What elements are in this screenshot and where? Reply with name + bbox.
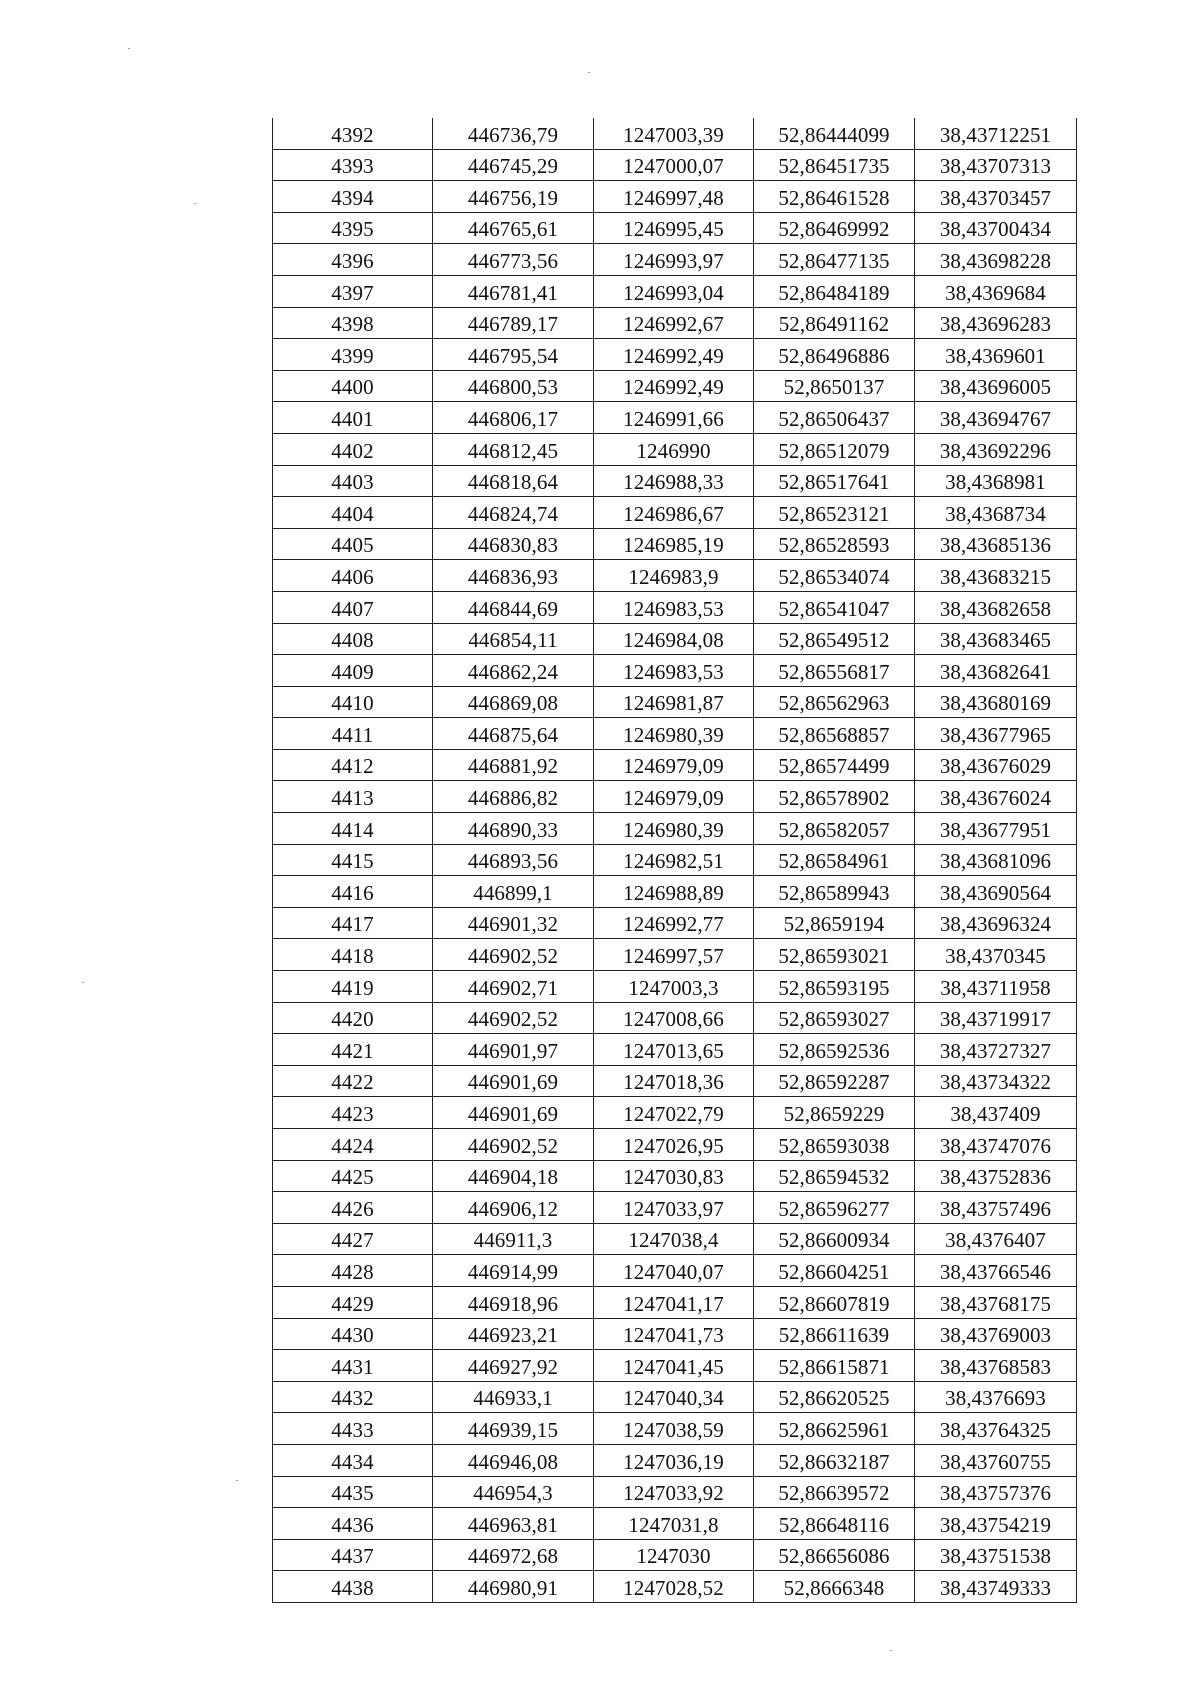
- longitude-cell: 38,43727327: [915, 1034, 1077, 1066]
- longitude-cell: 38,43734322: [915, 1065, 1077, 1097]
- longitude-cell: 38,4370345: [915, 939, 1077, 971]
- latitude-cell: 52,86620525: [754, 1381, 915, 1413]
- point-number-cell: 4401: [273, 402, 433, 434]
- longitude-cell: 38,43769003: [915, 1318, 1077, 1350]
- longitude-cell: 38,43696324: [915, 907, 1077, 939]
- longitude-cell: 38,43747076: [915, 1129, 1077, 1161]
- x-coordinate-cell: 446800,53: [433, 370, 594, 402]
- x-coordinate-cell: 446972,68: [433, 1539, 594, 1571]
- x-coordinate-cell: 446906,12: [433, 1192, 594, 1224]
- latitude-cell: 52,86625961: [754, 1413, 915, 1445]
- longitude-cell: 38,437409: [915, 1097, 1077, 1129]
- latitude-cell: 52,86594532: [754, 1160, 915, 1192]
- x-coordinate-cell: 446904,18: [433, 1160, 594, 1192]
- x-coordinate-cell: 446736,79: [433, 118, 594, 149]
- y-coordinate-cell: 1247028,52: [594, 1571, 754, 1603]
- y-coordinate-cell: 1247003,39: [594, 118, 754, 149]
- point-number-cell: 4400: [273, 370, 433, 402]
- table-row: [273, 1034, 1077, 1066]
- latitude-cell: 52,8650137: [754, 370, 915, 402]
- latitude-cell: 52,86593027: [754, 1002, 915, 1034]
- latitude-cell: 52,8666348: [754, 1571, 915, 1603]
- point-number-cell: 4423: [273, 1097, 433, 1129]
- y-coordinate-cell: 1247038,4: [594, 1223, 754, 1255]
- point-number-cell: 4438: [273, 1571, 433, 1603]
- y-coordinate-cell: 1247008,66: [594, 1002, 754, 1034]
- y-coordinate-cell: 1247000,07: [594, 149, 754, 181]
- y-coordinate-cell: 1246992,49: [594, 370, 754, 402]
- y-coordinate-cell: 1246984,08: [594, 623, 754, 655]
- latitude-cell: 52,86584961: [754, 844, 915, 876]
- y-coordinate-cell: 1246993,97: [594, 244, 754, 276]
- x-coordinate-cell: 446795,54: [433, 339, 594, 371]
- table-row: [273, 655, 1077, 687]
- latitude-cell: 52,86604251: [754, 1255, 915, 1287]
- y-coordinate-cell: 1247026,95: [594, 1129, 754, 1161]
- point-number-cell: 4431: [273, 1350, 433, 1382]
- longitude-cell: 38,43752836: [915, 1160, 1077, 1192]
- point-number-cell: 4398: [273, 307, 433, 339]
- longitude-cell: 38,43677965: [915, 718, 1077, 750]
- latitude-cell: 52,86611639: [754, 1318, 915, 1350]
- point-number-cell: 4429: [273, 1286, 433, 1318]
- longitude-cell: 38,43685136: [915, 528, 1077, 560]
- table-row: [273, 907, 1077, 939]
- table-row: [273, 1002, 1077, 1034]
- latitude-cell: 52,86574499: [754, 749, 915, 781]
- point-number-cell: 4421: [273, 1034, 433, 1066]
- latitude-cell: 52,86639572: [754, 1476, 915, 1508]
- latitude-cell: 52,86477135: [754, 244, 915, 276]
- latitude-cell: 52,86556817: [754, 655, 915, 687]
- y-coordinate-cell: 1247033,97: [594, 1192, 754, 1224]
- table-row: [273, 939, 1077, 971]
- x-coordinate-cell: 446890,33: [433, 813, 594, 845]
- latitude-cell: 52,86592287: [754, 1065, 915, 1097]
- table-row: [273, 1286, 1077, 1318]
- y-coordinate-cell: 1246980,39: [594, 813, 754, 845]
- y-coordinate-cell: 1246991,66: [594, 402, 754, 434]
- x-coordinate-cell: 446781,41: [433, 275, 594, 307]
- table-row: [273, 370, 1077, 402]
- longitude-cell: 38,43698228: [915, 244, 1077, 276]
- table-row: [273, 749, 1077, 781]
- longitude-cell: 38,43764325: [915, 1413, 1077, 1445]
- point-number-cell: 4411: [273, 718, 433, 750]
- latitude-cell: 52,86512079: [754, 433, 915, 465]
- longitude-cell: 38,43696283: [915, 307, 1077, 339]
- longitude-cell: 38,4368734: [915, 497, 1077, 529]
- y-coordinate-cell: 1246992,49: [594, 339, 754, 371]
- table-row: [273, 149, 1077, 181]
- latitude-cell: 52,86596277: [754, 1192, 915, 1224]
- point-number-cell: 4409: [273, 655, 433, 687]
- table-row: [273, 339, 1077, 371]
- longitude-cell: 38,43751538: [915, 1539, 1077, 1571]
- longitude-cell: 38,43766546: [915, 1255, 1077, 1287]
- y-coordinate-cell: 1247041,73: [594, 1318, 754, 1350]
- y-coordinate-cell: 1246997,57: [594, 939, 754, 971]
- table-row: [273, 433, 1077, 465]
- point-number-cell: 4422: [273, 1065, 433, 1097]
- y-coordinate-cell: 1246992,77: [594, 907, 754, 939]
- y-coordinate-cell: 1246993,04: [594, 275, 754, 307]
- x-coordinate-cell: 446918,96: [433, 1286, 594, 1318]
- y-coordinate-cell: 1247036,19: [594, 1444, 754, 1476]
- longitude-cell: 38,43749333: [915, 1571, 1077, 1603]
- x-coordinate-cell: 446756,19: [433, 181, 594, 213]
- y-coordinate-cell: 1246979,09: [594, 749, 754, 781]
- point-number-cell: 4403: [273, 465, 433, 497]
- latitude-cell: 52,8659194: [754, 907, 915, 939]
- point-number-cell: 4405: [273, 528, 433, 560]
- latitude-cell: 52,86528593: [754, 528, 915, 560]
- scan-speck: [194, 203, 196, 204]
- table-row: [273, 307, 1077, 339]
- point-number-cell: 4404: [273, 497, 433, 529]
- point-number-cell: 4427: [273, 1223, 433, 1255]
- latitude-cell: 52,8659229: [754, 1097, 915, 1129]
- table-row: [273, 1318, 1077, 1350]
- longitude-cell: 38,4376693: [915, 1381, 1077, 1413]
- point-number-cell: 4420: [273, 1002, 433, 1034]
- point-number-cell: 4425: [273, 1160, 433, 1192]
- y-coordinate-cell: 1247033,92: [594, 1476, 754, 1508]
- x-coordinate-cell: 446901,69: [433, 1097, 594, 1129]
- x-coordinate-cell: 446836,93: [433, 560, 594, 592]
- table-row: [273, 844, 1077, 876]
- latitude-cell: 52,86562963: [754, 686, 915, 718]
- longitude-cell: 38,43683215: [915, 560, 1077, 592]
- table-row: [273, 1097, 1077, 1129]
- x-coordinate-cell: 446911,3: [433, 1223, 594, 1255]
- x-coordinate-cell: 446902,52: [433, 1129, 594, 1161]
- table-row: [273, 497, 1077, 529]
- x-coordinate-cell: 446862,24: [433, 655, 594, 687]
- latitude-cell: 52,86484189: [754, 275, 915, 307]
- latitude-cell: 52,86523121: [754, 497, 915, 529]
- x-coordinate-cell: 446954,3: [433, 1476, 594, 1508]
- x-coordinate-cell: 446901,97: [433, 1034, 594, 1066]
- y-coordinate-cell: 1246981,87: [594, 686, 754, 718]
- point-number-cell: 4424: [273, 1129, 433, 1161]
- table-row: [273, 1508, 1077, 1540]
- point-number-cell: 4434: [273, 1444, 433, 1476]
- longitude-cell: 38,43768175: [915, 1286, 1077, 1318]
- x-coordinate-cell: 446806,17: [433, 402, 594, 434]
- table-row: [273, 1413, 1077, 1445]
- x-coordinate-cell: 446980,91: [433, 1571, 594, 1603]
- x-coordinate-cell: 446818,64: [433, 465, 594, 497]
- y-coordinate-cell: 1246983,53: [594, 591, 754, 623]
- y-coordinate-cell: 1247040,34: [594, 1381, 754, 1413]
- longitude-cell: 38,43711958: [915, 971, 1077, 1003]
- x-coordinate-cell: 446854,11: [433, 623, 594, 655]
- longitude-cell: 38,43683465: [915, 623, 1077, 655]
- longitude-cell: 38,43768583: [915, 1350, 1077, 1382]
- longitude-cell: 38,43757376: [915, 1476, 1077, 1508]
- table-row: [273, 275, 1077, 307]
- longitude-cell: 38,43719917: [915, 1002, 1077, 1034]
- x-coordinate-cell: 446765,61: [433, 212, 594, 244]
- point-number-cell: 4408: [273, 623, 433, 655]
- x-coordinate-cell: 446773,56: [433, 244, 594, 276]
- longitude-cell: 38,43677951: [915, 813, 1077, 845]
- point-number-cell: 4426: [273, 1192, 433, 1224]
- table-row: [273, 528, 1077, 560]
- latitude-cell: 52,86593195: [754, 971, 915, 1003]
- y-coordinate-cell: 1246990: [594, 433, 754, 465]
- coordinates-table-body: [273, 118, 1077, 1602]
- x-coordinate-cell: 446899,1: [433, 876, 594, 908]
- point-number-cell: 4436: [273, 1508, 433, 1540]
- y-coordinate-cell: 1247022,79: [594, 1097, 754, 1129]
- table-row: [273, 1129, 1077, 1161]
- table-row: [273, 1444, 1077, 1476]
- x-coordinate-cell: 446812,45: [433, 433, 594, 465]
- latitude-cell: 52,86648116: [754, 1508, 915, 1540]
- longitude-cell: 38,4369601: [915, 339, 1077, 371]
- x-coordinate-cell: 446963,81: [433, 1508, 594, 1540]
- latitude-cell: 52,86469992: [754, 212, 915, 244]
- y-coordinate-cell: 1247031,8: [594, 1508, 754, 1540]
- scan-speck: [128, 48, 130, 49]
- latitude-cell: 52,86461528: [754, 181, 915, 213]
- y-coordinate-cell: 1247013,65: [594, 1034, 754, 1066]
- x-coordinate-cell: 446901,32: [433, 907, 594, 939]
- point-number-cell: 4399: [273, 339, 433, 371]
- point-number-cell: 4415: [273, 844, 433, 876]
- longitude-cell: 38,43694767: [915, 402, 1077, 434]
- table-row: [273, 1350, 1077, 1382]
- y-coordinate-cell: 1246982,51: [594, 844, 754, 876]
- table-row: [273, 1476, 1077, 1508]
- table-row: [273, 591, 1077, 623]
- latitude-cell: 52,86534074: [754, 560, 915, 592]
- latitude-cell: 52,86600934: [754, 1223, 915, 1255]
- x-coordinate-cell: 446881,92: [433, 749, 594, 781]
- longitude-cell: 38,43712251: [915, 118, 1077, 149]
- table-row: [273, 560, 1077, 592]
- table-row: [273, 1571, 1077, 1603]
- x-coordinate-cell: 446939,15: [433, 1413, 594, 1445]
- point-number-cell: 4412: [273, 749, 433, 781]
- table-row: [273, 686, 1077, 718]
- x-coordinate-cell: 446824,74: [433, 497, 594, 529]
- latitude-cell: 52,86506437: [754, 402, 915, 434]
- longitude-cell: 38,43757496: [915, 1192, 1077, 1224]
- scan-speck: [890, 1650, 892, 1651]
- y-coordinate-cell: 1246995,45: [594, 212, 754, 244]
- latitude-cell: 52,86582057: [754, 813, 915, 845]
- x-coordinate-cell: 446869,08: [433, 686, 594, 718]
- longitude-cell: 38,43703457: [915, 181, 1077, 213]
- longitude-cell: 38,43680169: [915, 686, 1077, 718]
- latitude-cell: 52,86491162: [754, 307, 915, 339]
- x-coordinate-cell: 446914,99: [433, 1255, 594, 1287]
- latitude-cell: 52,86549512: [754, 623, 915, 655]
- longitude-cell: 38,43700434: [915, 212, 1077, 244]
- table-row: [273, 623, 1077, 655]
- y-coordinate-cell: 1246980,39: [594, 718, 754, 750]
- table-row: [273, 813, 1077, 845]
- longitude-cell: 38,43681096: [915, 844, 1077, 876]
- longitude-cell: 38,43676029: [915, 749, 1077, 781]
- y-coordinate-cell: 1246979,09: [594, 781, 754, 813]
- point-number-cell: 4428: [273, 1255, 433, 1287]
- latitude-cell: 52,86615871: [754, 1350, 915, 1382]
- point-number-cell: 4414: [273, 813, 433, 845]
- y-coordinate-cell: 1247041,17: [594, 1286, 754, 1318]
- point-number-cell: 4432: [273, 1381, 433, 1413]
- table-row: [273, 244, 1077, 276]
- latitude-cell: 52,86589943: [754, 876, 915, 908]
- x-coordinate-cell: 446886,82: [433, 781, 594, 813]
- point-number-cell: 4417: [273, 907, 433, 939]
- x-coordinate-cell: 446902,52: [433, 939, 594, 971]
- point-number-cell: 4410: [273, 686, 433, 718]
- table-row: [273, 1065, 1077, 1097]
- latitude-cell: 52,86517641: [754, 465, 915, 497]
- longitude-cell: 38,43754219: [915, 1508, 1077, 1540]
- longitude-cell: 38,43682658: [915, 591, 1077, 623]
- y-coordinate-cell: 1246983,53: [594, 655, 754, 687]
- x-coordinate-cell: 446901,69: [433, 1065, 594, 1097]
- y-coordinate-cell: 1246988,33: [594, 465, 754, 497]
- y-coordinate-cell: 1246997,48: [594, 181, 754, 213]
- longitude-cell: 38,4369684: [915, 275, 1077, 307]
- point-number-cell: 4395: [273, 212, 433, 244]
- y-coordinate-cell: 1246992,67: [594, 307, 754, 339]
- table-row: [273, 718, 1077, 750]
- point-number-cell: 4402: [273, 433, 433, 465]
- table-row: [273, 1160, 1077, 1192]
- table-row: [273, 212, 1077, 244]
- y-coordinate-cell: 1247040,07: [594, 1255, 754, 1287]
- y-coordinate-cell: 1247018,36: [594, 1065, 754, 1097]
- y-coordinate-cell: 1246986,67: [594, 497, 754, 529]
- latitude-cell: 52,86496886: [754, 339, 915, 371]
- scan-speck: [236, 1480, 238, 1481]
- point-number-cell: 4433: [273, 1413, 433, 1445]
- table-row: [273, 781, 1077, 813]
- point-number-cell: 4437: [273, 1539, 433, 1571]
- point-number-cell: 4397: [273, 275, 433, 307]
- table-row: [273, 465, 1077, 497]
- x-coordinate-cell: 446830,83: [433, 528, 594, 560]
- scan-speck: [82, 982, 84, 983]
- y-coordinate-cell: 1247041,45: [594, 1350, 754, 1382]
- latitude-cell: 52,86568857: [754, 718, 915, 750]
- latitude-cell: 52,86593038: [754, 1129, 915, 1161]
- point-number-cell: 4393: [273, 149, 433, 181]
- longitude-cell: 38,43696005: [915, 370, 1077, 402]
- table-row: [273, 876, 1077, 908]
- longitude-cell: 38,43682641: [915, 655, 1077, 687]
- y-coordinate-cell: 1247038,59: [594, 1413, 754, 1445]
- table-row: [273, 971, 1077, 1003]
- table-row: [273, 181, 1077, 213]
- longitude-cell: 38,43760755: [915, 1444, 1077, 1476]
- table-row: [273, 118, 1077, 149]
- y-coordinate-cell: 1246988,89: [594, 876, 754, 908]
- x-coordinate-cell: 446844,69: [433, 591, 594, 623]
- point-number-cell: 4407: [273, 591, 433, 623]
- table-row: [273, 1255, 1077, 1287]
- point-number-cell: 4406: [273, 560, 433, 592]
- point-number-cell: 4416: [273, 876, 433, 908]
- point-number-cell: 4396: [273, 244, 433, 276]
- longitude-cell: 38,4368981: [915, 465, 1077, 497]
- longitude-cell: 38,43676024: [915, 781, 1077, 813]
- x-coordinate-cell: 446927,92: [433, 1350, 594, 1382]
- point-number-cell: 4413: [273, 781, 433, 813]
- x-coordinate-cell: 446902,71: [433, 971, 594, 1003]
- table-row: [273, 402, 1077, 434]
- x-coordinate-cell: 446933,1: [433, 1381, 594, 1413]
- table-row: [273, 1381, 1077, 1413]
- coordinates-table: [272, 118, 1077, 1603]
- latitude-cell: 52,86451735: [754, 149, 915, 181]
- x-coordinate-cell: 446923,21: [433, 1318, 594, 1350]
- x-coordinate-cell: 446745,29: [433, 149, 594, 181]
- latitude-cell: 52,86578902: [754, 781, 915, 813]
- longitude-cell: 38,4376407: [915, 1223, 1077, 1255]
- x-coordinate-cell: 446946,08: [433, 1444, 594, 1476]
- latitude-cell: 52,86656086: [754, 1539, 915, 1571]
- point-number-cell: 4435: [273, 1476, 433, 1508]
- y-coordinate-cell: 1247030,83: [594, 1160, 754, 1192]
- y-coordinate-cell: 1247003,3: [594, 971, 754, 1003]
- y-coordinate-cell: 1246983,9: [594, 560, 754, 592]
- point-number-cell: 4418: [273, 939, 433, 971]
- point-number-cell: 4430: [273, 1318, 433, 1350]
- scan-speck: [588, 72, 590, 73]
- latitude-cell: 52,86541047: [754, 591, 915, 623]
- point-number-cell: 4419: [273, 971, 433, 1003]
- longitude-cell: 38,43690564: [915, 876, 1077, 908]
- point-number-cell: 4392: [273, 118, 433, 149]
- x-coordinate-cell: 446902,52: [433, 1002, 594, 1034]
- x-coordinate-cell: 446875,64: [433, 718, 594, 750]
- y-coordinate-cell: 1246985,19: [594, 528, 754, 560]
- table-row: [273, 1223, 1077, 1255]
- longitude-cell: 38,43692296: [915, 433, 1077, 465]
- x-coordinate-cell: 446893,56: [433, 844, 594, 876]
- latitude-cell: 52,86444099: [754, 118, 915, 149]
- latitude-cell: 52,86632187: [754, 1444, 915, 1476]
- latitude-cell: 52,86607819: [754, 1286, 915, 1318]
- table-row: [273, 1192, 1077, 1224]
- latitude-cell: 52,86592536: [754, 1034, 915, 1066]
- point-number-cell: 4394: [273, 181, 433, 213]
- y-coordinate-cell: 1247030: [594, 1539, 754, 1571]
- longitude-cell: 38,43707313: [915, 149, 1077, 181]
- x-coordinate-cell: 446789,17: [433, 307, 594, 339]
- table-row: [273, 1539, 1077, 1571]
- latitude-cell: 52,86593021: [754, 939, 915, 971]
